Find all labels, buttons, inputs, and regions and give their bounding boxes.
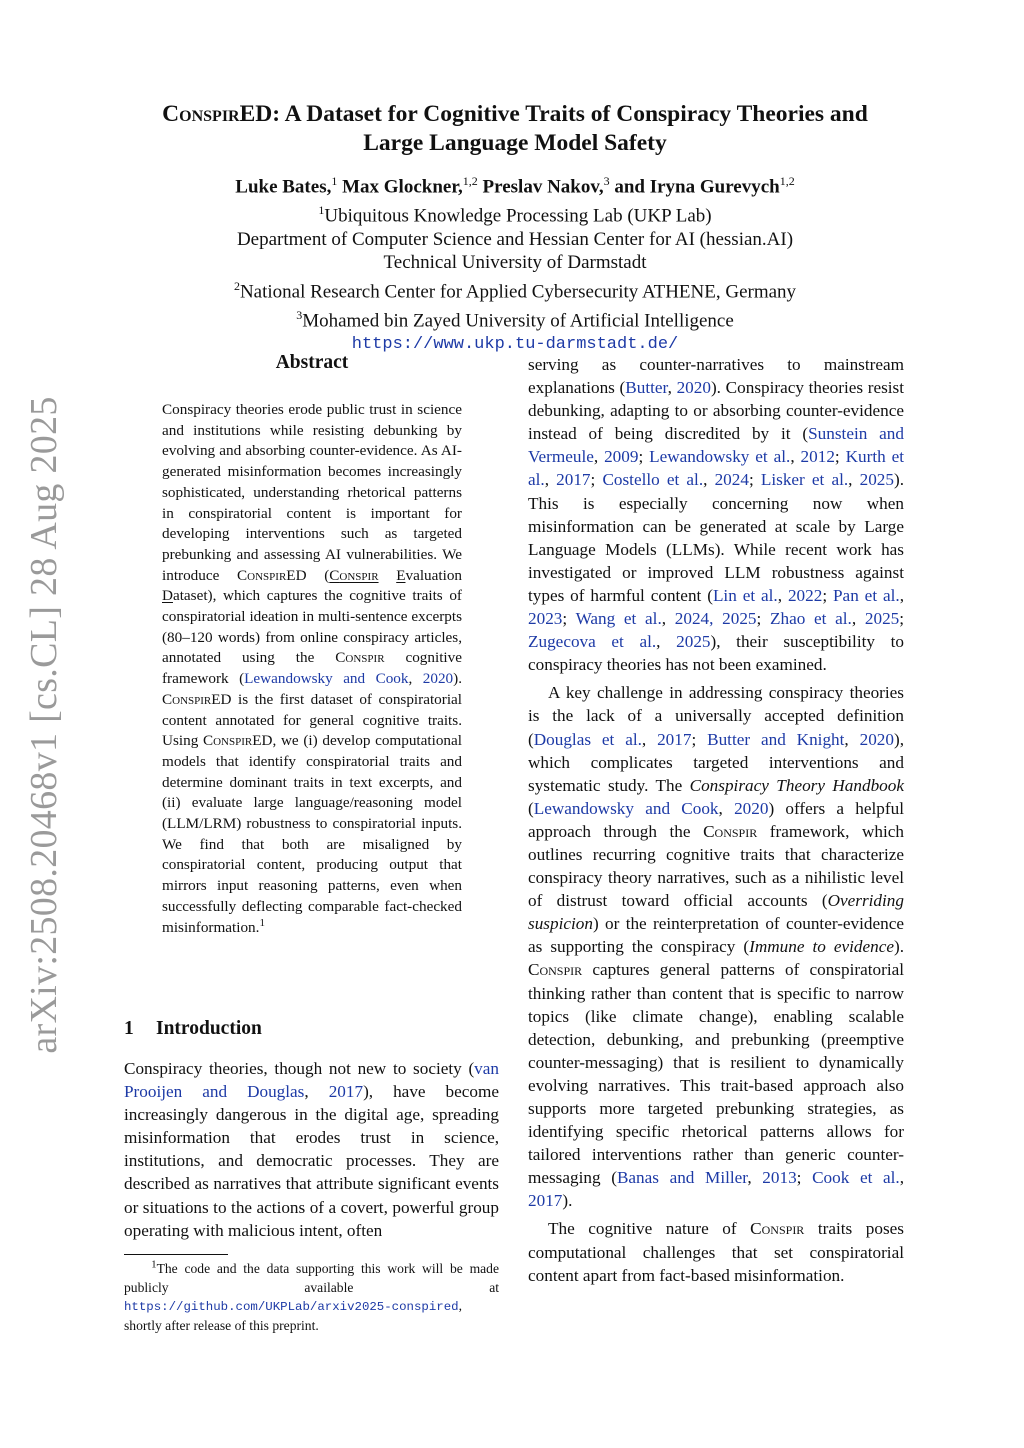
citation-year-link[interactable]: 2017 <box>657 729 692 749</box>
citation-link[interactable]: Lisker et al. <box>760 470 849 490</box>
citation-year-link[interactable]: 2017 <box>528 1191 563 1211</box>
citation-link[interactable]: Butter and Knight <box>707 729 845 749</box>
citation-year-link[interactable]: 2024, 2025 <box>674 609 757 629</box>
citation-link[interactable]: Lewandowsky et al. <box>649 447 791 467</box>
intro-paragraph-3: The cognitive nature of Conspir traits poses computational challenges that set conspiratorial content apart from fact-based misinformation. <box>528 1219 904 1285</box>
arxiv-sidebar-stamp <box>14 396 74 1054</box>
citation-link[interactable]: Wang et al. <box>575 609 662 629</box>
citation-link[interactable]: Lewandowsky and Cook <box>244 670 409 688</box>
affiliation-3: $^3$Mohamed bin Zayed University of Artificial Intelligence <box>296 307 734 332</box>
citation-year-link[interactable]: 2022 <box>787 585 823 605</box>
citation-year-link[interactable]: 2013 <box>762 1168 797 1188</box>
citation-link[interactable]: Pan et al. <box>833 585 900 605</box>
intro-paragraph-1-continued: serving as counter-narratives to mainstream explanations (Butter, 2020). Conspiracy theories resist debunking, adapting to or absorbing counter-evidence instead of being discredited by it (Sunstein and Vermeule, 2009; Lewandowsky et al., 2012; Kurth et al., 2017; Costello et al., 2024; Lisker et al., 2025). This is especially concerning now when misinformation can be generated at scale by Large Language Models (LLMs). While recent work has investigated or improved LLM robustness against types of harmful content (Lin et al., 2022; Pan et al., 2023; Wang et al., 2024, 2025; Zhao et al., 2025; Zugecova et al., 2025), their susceptibility to conspiracy theories has not been examined. <box>528 355 905 675</box>
citation-year-link[interactable]: 2017 <box>556 470 591 490</box>
citation-link[interactable]: Douglas et al. <box>533 729 642 749</box>
github-repo-link[interactable]: https://github.com/UKPLab/arxiv2025-conspired <box>124 1300 459 1315</box>
citation-year-link[interactable]: 2025 <box>864 609 900 629</box>
citation-year-link[interactable]: 2024 <box>714 470 749 490</box>
arxiv-identifier: arXiv:2508.20468v1 [cs.CL] 28 Aug 2025 <box>23 396 65 1054</box>
citation-link[interactable]: van Prooijen and Douglas <box>124 1059 499 1102</box>
citation-link[interactable]: Zugecova et al. <box>528 632 657 652</box>
citation-year-link[interactable]: 2020 <box>676 378 711 398</box>
citation-year-link[interactable]: 2020 <box>734 798 769 818</box>
citation-link[interactable]: Cook et al. <box>812 1168 900 1188</box>
author-list: Luke Bates,$^1$ Max Glockner,$^{1,2}$ Preslav Nakov,$^3$ and Iryna Gurevych$^{1,2}$ <box>235 174 795 198</box>
paper-title: ConspirED: A Dataset for Cognitive Traits of Conspiracy Theories and Large Language Model Safety <box>162 101 868 156</box>
abstract-text: Conspiracy theories erode public trust in science and institutions while resisting debunking by evolving and absorbing counter-evidence. As AI-generated misinformation becomes increasingly sophisticated, understanding rhetorical patterns in conspiratorial content is important for developing interventions such as targeted prebunking and assessing AI vulnerabilities. We introduce ConspirED (Conspir Evaluation Dataset), which captures the cognitive traits of conspiratorial ideation in multi-sentence excerpts (80–120 words) from online conspiracy articles, annotated using the Conspir cognitive framework (Lewandowsky and Cook, 2020). ConspirED is the first dataset of conspiratorial content annotated for general cognitive traits. Using ConspirED, we (i) develop computational models that identify conspiratorial traits and determine dominant traits in text excerpts, and (ii) evaluate large language/reasoning model (LLM/LRM) robustness to conspiratorial inputs. We find that both are misaligned by conspiratorial content, producing output that mirrors input reasoning patterns, even when successfully deflecting comparable fact-checked misinformation.$^1$ <box>162 401 463 936</box>
citation-year-link[interactable]: 2020 <box>422 670 454 688</box>
citation-year-link[interactable]: 2012 <box>800 447 835 467</box>
section-heading-introduction: 1 Introduction <box>124 1018 262 1039</box>
right-column <box>528 353 904 1292</box>
footnote-marker-link[interactable]: 1 <box>259 916 265 929</box>
citation-link[interactable]: Lin et al. <box>712 585 778 605</box>
abstract-heading: Abstract <box>275 352 349 373</box>
affiliation-1-department: Department of Computer Science and Hessian Center for AI (hessian.AI) <box>236 228 794 250</box>
citation-link[interactable]: Costello et al. <box>602 470 704 490</box>
citation-link[interactable]: Sunstein and Vermeule <box>528 424 904 467</box>
intro-paragraph-left: Conspiracy theories, though not new to society (van Prooijen and Douglas, 2017), have become increasingly dangerous in the digital age, spreading misinformation that erodes trust in science, institutions, and democratic processes. They are described as narratives that attribute significant events or situations to the actions of a covert, powerful group operating with malicious intent, often <box>124 1059 499 1240</box>
citation-year-link[interactable]: 2009 <box>604 447 639 467</box>
citation-link[interactable]: Banas and Miller <box>616 1168 748 1188</box>
citation-link[interactable]: Lewandowsky and Cook <box>533 798 719 818</box>
footnote: $^1$The code and the data supporting this work will be made publicly available at https://github.com/UKPLab/arxiv2025-conspired, shortly after release of this preprint. <box>124 1258 500 1333</box>
author-block <box>110 170 920 356</box>
citation-link[interactable]: Butter <box>625 378 668 398</box>
footnote-divider <box>124 1254 228 1255</box>
citation-year-link[interactable]: 2017 <box>328 1082 364 1102</box>
citation-link[interactable]: Zhao et al. <box>770 609 852 629</box>
citation-year-link[interactable]: 2020 <box>859 729 894 749</box>
citation-link[interactable]: Kurth et al. <box>528 447 905 490</box>
intro-paragraph-2: A key challenge in addressing conspiracy theories is the lack of a universally accepted definition (Douglas et al., 2017; Butter and Knight, 2020), which complicates targeted interventions and systematic study. The Conspiracy Theory Handbook (Lewandowsky and Cook, 2020) offers a helpful approach through the Conspir framework, which outlines recurring cognitive traits that characterize conspiracy theory narratives, such as a nihilistic level of distrust toward official accounts (Overriding suspicion) or the reinterpretation of counter-evidence as supporting the conspiracy (Immune to evidence). Conspir captures general patterns of conspiratorial thinking rather than content that is specific to narrow topics (like climate change), enabling scalable detection, debunking, and prebunking (preemptive counter-messaging) that is resilient to dynamically evolving narratives. This trait-based approach also supports more targeted prebunking strategies, as identifying specific rhetorical patterns allows for tailored interventions rather than generic counter-messaging (Banas and Miller, 2013; Cook et al., 2017). <box>528 683 905 1211</box>
affiliation-2: $^2$National Research Center for Applied Cybersecurity ATHENE, Germany <box>233 279 797 303</box>
citation-year-link[interactable]: 2025 <box>676 632 711 652</box>
citation-year-link[interactable]: 2023 <box>528 609 563 629</box>
affiliation-1-university: Technical University of Darmstadt <box>383 252 647 274</box>
lab-url-link[interactable]: https://www.ukp.tu-darmstadt.de/ <box>351 334 679 354</box>
affiliation-1: $^1$Ubiquitous Knowledge Processing Lab (UKP Lab) <box>318 202 712 227</box>
citation-year-link[interactable]: 2025 <box>859 470 894 490</box>
